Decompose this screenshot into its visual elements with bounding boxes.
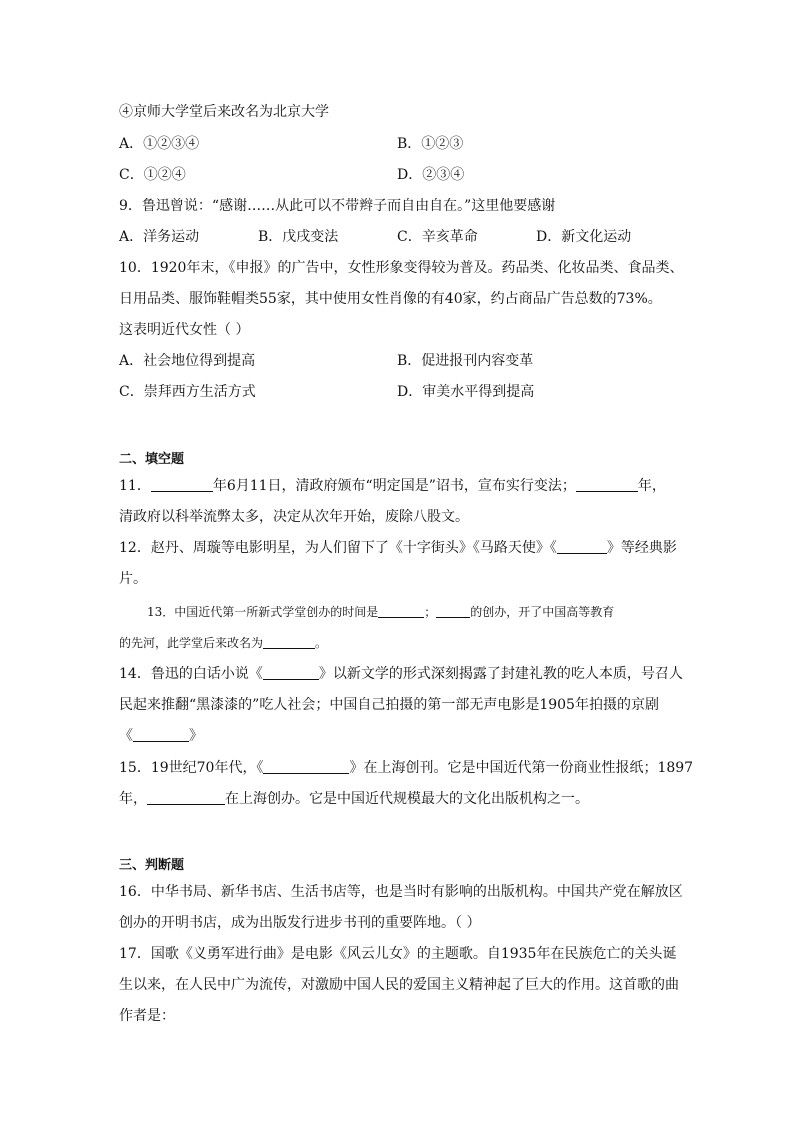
q10-option-b: B．促进报刊内容变革 — [397, 353, 534, 369]
q9-option-d: D．新文化运动 — [536, 229, 632, 245]
q14-line1 — [119, 664, 683, 684]
q13-text-e: 。 — [315, 636, 328, 650]
q8-item4: ④京师大学堂后来改名为北京大学 — [119, 104, 329, 120]
q9-option-c: C．辛亥革命 — [397, 229, 478, 245]
q10-option-a: A．社会地位得到提高 — [119, 353, 256, 369]
q9-option-a: A．洋务运动 — [119, 229, 200, 245]
q14-line2: 民起来推翻“黑漆漆的”吃人社会；中国自己拍摄的第一部无声电影是1905年拍摄的京剧 — [119, 697, 659, 713]
q11-line2: 清政府以科举流弊太多，决定从次年开始，废除八股文。 — [119, 509, 469, 525]
q10-option-d: D．审美水平得到提高 — [397, 384, 535, 400]
q11-text-b: 年， — [637, 478, 666, 494]
q15-line2 — [119, 789, 589, 809]
q10-line2: 日用品类、服饰鞋帽类55家，其中使用女性肖像的有40家，约占商品广告总数的73%。 — [119, 291, 662, 307]
q8-option-a: A．①②③④ — [119, 136, 200, 152]
q16-line2: 创办的开明书店，成为出版发行进步书刊的重要阵地。（ ） — [119, 915, 481, 931]
q12-text-a: 12．赵丹、周璇等电影明星，为人们留下了《十字街头》《马路天使》《 — [119, 540, 557, 556]
q13-text-c: 的创办，开了中国高等教育 — [470, 605, 615, 619]
q10-option-c: C．崇拜西方生活方式 — [119, 384, 256, 400]
q10-line3: 这表明近代女性（ ） — [119, 322, 250, 338]
q14-text-d: 》 — [189, 728, 203, 744]
section-heading-true-false: 三、判断题 — [119, 858, 185, 873]
q12-line1 — [119, 538, 677, 558]
q8-option-c: C．①②④ — [119, 167, 186, 183]
q11-number: 11． — [119, 478, 151, 494]
q13-blank-2[interactable] — [436, 603, 470, 618]
q11-line1 — [119, 476, 666, 496]
q14-text-a: 14．鲁迅的白话小说《 — [119, 666, 263, 682]
q17-line3: 作者是： — [119, 1008, 175, 1024]
q13-line1 — [147, 602, 614, 622]
q10-line1: 10．1920年末，《申报》的广告中，女性形象变得较为普及。药品类、化妆品类、食品类、 — [119, 260, 684, 276]
q13-text-b: ； — [424, 605, 437, 619]
q13-text-d: 的先河，此学堂后来改名为 — [119, 636, 264, 650]
q12-line2: 片。 — [119, 571, 147, 587]
section-heading-fill-in: 二、填空题 — [119, 452, 185, 467]
q14-blank-2[interactable] — [133, 727, 189, 742]
q11-blank-2[interactable] — [576, 477, 638, 492]
q17-line2: 生以来，在人民中广为流传，对激励中国人民的爱国主义精神起了巨大的作用。这首歌的曲 — [119, 977, 679, 993]
q14-text-b: 》以新文学的形式深刻揭露了封建礼教的吃人本质，号召人 — [318, 666, 683, 682]
q12-blank-1[interactable] — [557, 539, 607, 554]
q14-line3 — [119, 726, 203, 746]
q9-stem: 9．鲁迅曾说：“感谢……从此可以不带辫子而自由自在。”这里他要感谢 — [119, 198, 556, 214]
q15-text-d: 在上海创办。它是中国近代规模最大的文化出版机构之一。 — [225, 791, 589, 807]
q8-option-d: D．②③④ — [397, 167, 465, 183]
q13-blank-3[interactable] — [263, 634, 315, 649]
q11-blank-1[interactable] — [151, 477, 213, 492]
q9-option-b: B．戊戌变法 — [258, 229, 339, 245]
q8-option-b: B．①②③ — [397, 136, 464, 152]
q15-text-b: 》在上海创刊。它是中国近代第一份商业性报纸；1897 — [349, 760, 694, 776]
q14-blank-1[interactable] — [263, 665, 319, 680]
q13-line2 — [119, 633, 327, 653]
q14-text-c: 《 — [119, 728, 133, 744]
q13-blank-1[interactable] — [378, 603, 424, 618]
q17-line1: 17．国歌《义勇军进行曲》是电影《风云儿女》的主题歌。自1935年在民族危亡的关头诞 — [119, 946, 677, 962]
q15-text-a: 15．19世纪70年代，《 — [119, 760, 264, 776]
q15-blank-2[interactable] — [147, 790, 225, 805]
q12-text-b: 》等经典影 — [606, 540, 677, 556]
q11-text-a: 年6月11日，清政府颁布“明定国是”诏书，宣布实行变法； — [212, 478, 576, 494]
q15-text-c: 年， — [119, 791, 147, 807]
q13-text-a: 13．中国近代第一所新式学堂创办的时间是 — [147, 605, 379, 619]
q15-line1 — [119, 758, 693, 778]
q15-blank-1[interactable] — [263, 759, 349, 774]
q16-line1: 16．中华书局、新华书店、生活书店等，也是当时有影响的出版机构。中国共产党在解放区 — [119, 884, 683, 900]
